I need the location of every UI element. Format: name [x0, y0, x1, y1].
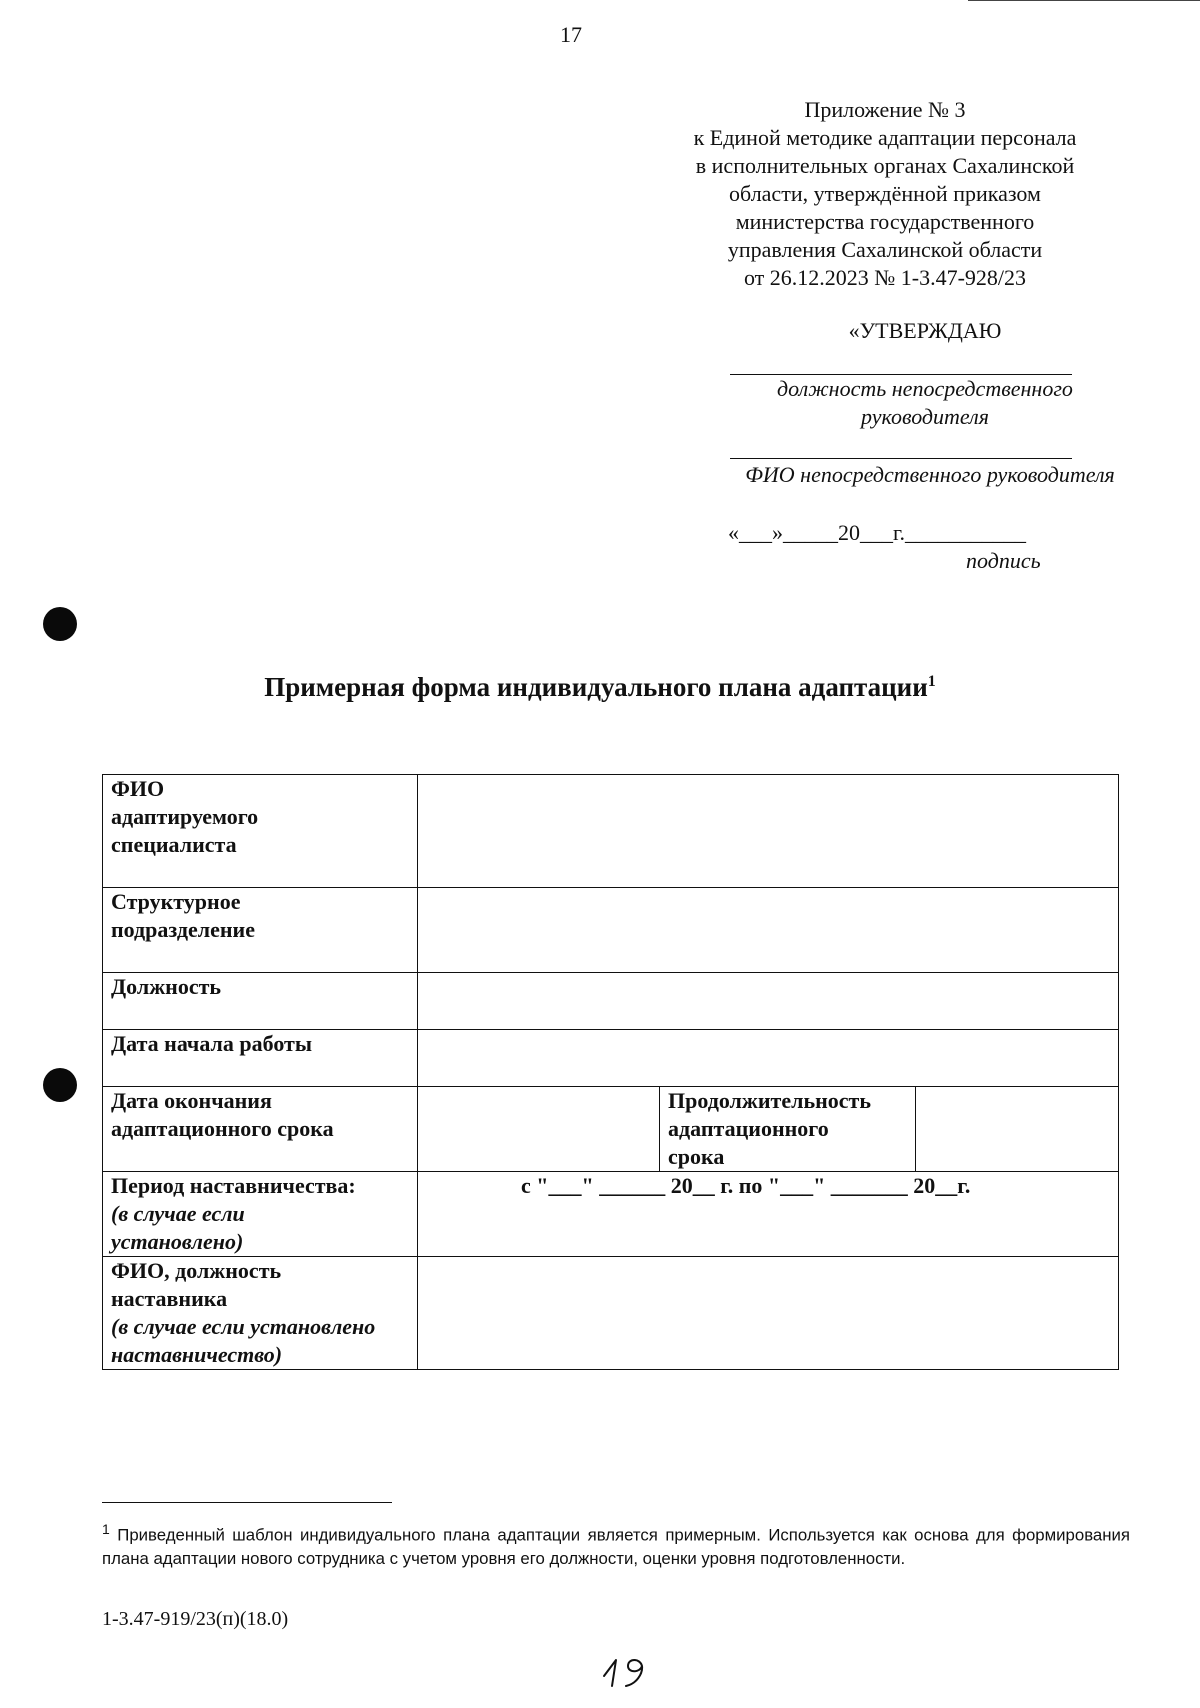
- table-row: [103, 1087, 1119, 1172]
- handwritten-page-number: [602, 1654, 652, 1688]
- end-date-value-cell[interactable]: [418, 1087, 660, 1172]
- mentor-period-value: с "___" ______ 20__ г. по "___" _______ 20__г.: [521, 1173, 971, 1198]
- fio-value-cell[interactable]: [418, 775, 1119, 888]
- footnote-divider: [102, 1502, 392, 1503]
- signature-caption: подпись: [966, 548, 1041, 573]
- row-label-note: (в случае если: [111, 1201, 245, 1226]
- label-cell: [103, 1172, 418, 1257]
- appendix-header: [640, 96, 1130, 292]
- document-code: 1-3.47-919/23(п)(18.0): [102, 1608, 289, 1630]
- footnote-mark: 1: [102, 1521, 110, 1537]
- duration-value-cell[interactable]: [916, 1087, 1119, 1172]
- row-label: Дата окончания: [111, 1088, 272, 1113]
- row-label: наставника: [111, 1286, 228, 1311]
- appendix-line: в исполнительных органах Сахалинской: [695, 153, 1075, 178]
- appendix-line: министерства государственного: [735, 209, 1035, 234]
- row-label: Должность: [111, 974, 222, 999]
- punch-hole-top: [43, 607, 77, 641]
- row-label: ФИО: [111, 776, 165, 801]
- footnote-reference: 1: [927, 673, 936, 690]
- approval-date-line: «___»_____20___г.___________: [728, 520, 1027, 545]
- unit-value-cell[interactable]: [418, 888, 1119, 973]
- fio-signature-line: [730, 458, 1072, 459]
- table-row: [103, 1172, 1119, 1257]
- label-cell: [660, 1087, 916, 1172]
- row-label: подразделение: [111, 917, 255, 942]
- position-caption-line: руководителя: [861, 404, 989, 429]
- top-edge-line: [968, 0, 1200, 1]
- row-label: Период наставничества:: [111, 1173, 356, 1198]
- label-cell: [103, 1087, 418, 1172]
- row-label: Структурное: [111, 889, 241, 914]
- appendix-line: от 26.12.2023 № 1-3.47-928/23: [743, 265, 1027, 290]
- label-cell: [103, 973, 418, 1030]
- row-label: срока: [668, 1144, 725, 1169]
- position-caption-line: должность непосредственного: [777, 376, 1073, 401]
- label-cell: [103, 888, 418, 973]
- row-label: адаптационного срока: [111, 1116, 334, 1141]
- start-date-value-cell[interactable]: [418, 1030, 1119, 1087]
- row-label: Дата начала работы: [111, 1031, 313, 1056]
- row-label: адаптационного: [668, 1116, 829, 1141]
- approval-heading: «УТВЕРЖДАЮ: [848, 318, 1002, 343]
- row-label-note: наставничество): [111, 1342, 283, 1367]
- appendix-line: Приложение № 3: [804, 97, 966, 122]
- row-label-note: (в случае если установлено: [111, 1314, 376, 1339]
- mentor-fio-value-cell[interactable]: [418, 1257, 1119, 1370]
- mentor-period-value-cell[interactable]: [418, 1172, 1119, 1257]
- label-cell: [103, 1257, 418, 1370]
- label-cell: [103, 775, 418, 888]
- appendix-line: области, утверждённой приказом: [729, 181, 1041, 206]
- row-label: адаптируемого: [111, 804, 259, 829]
- form-title-text: Примерная форма индивидуального плана адаптации: [264, 672, 928, 702]
- punch-hole-bottom: [43, 1068, 77, 1102]
- appendix-line: управления Сахалинской области: [727, 237, 1043, 262]
- footnote: [102, 1518, 1130, 1570]
- row-label: Продолжительность: [668, 1088, 871, 1113]
- appendix-line: к Единой методике адаптации персонала: [693, 125, 1077, 150]
- adaptation-plan-table: [102, 774, 1119, 1370]
- footnote-text: Приведенный шаблон индивидуального плана адаптации является примерным. Используется как основа для формирования плана адаптации нового сотрудника с учетом уровня его должности, оценки уровня подготовленности.: [102, 1525, 1130, 1568]
- table-row: [103, 973, 1119, 1030]
- fio-caption: ФИО непосредственного руководителя: [745, 462, 1115, 487]
- table-row: [103, 1030, 1119, 1087]
- table-row: [103, 1257, 1119, 1370]
- table-row: [103, 888, 1119, 973]
- form-title: [0, 672, 1200, 703]
- row-label-note: установлено): [111, 1229, 244, 1254]
- position-caption: [700, 375, 1150, 431]
- row-label: ФИО, должность: [111, 1258, 282, 1283]
- row-label: специалиста: [111, 832, 237, 857]
- page-number: 17: [560, 22, 582, 47]
- label-cell: [103, 1030, 418, 1087]
- position-value-cell[interactable]: [418, 973, 1119, 1030]
- table-row: [103, 775, 1119, 888]
